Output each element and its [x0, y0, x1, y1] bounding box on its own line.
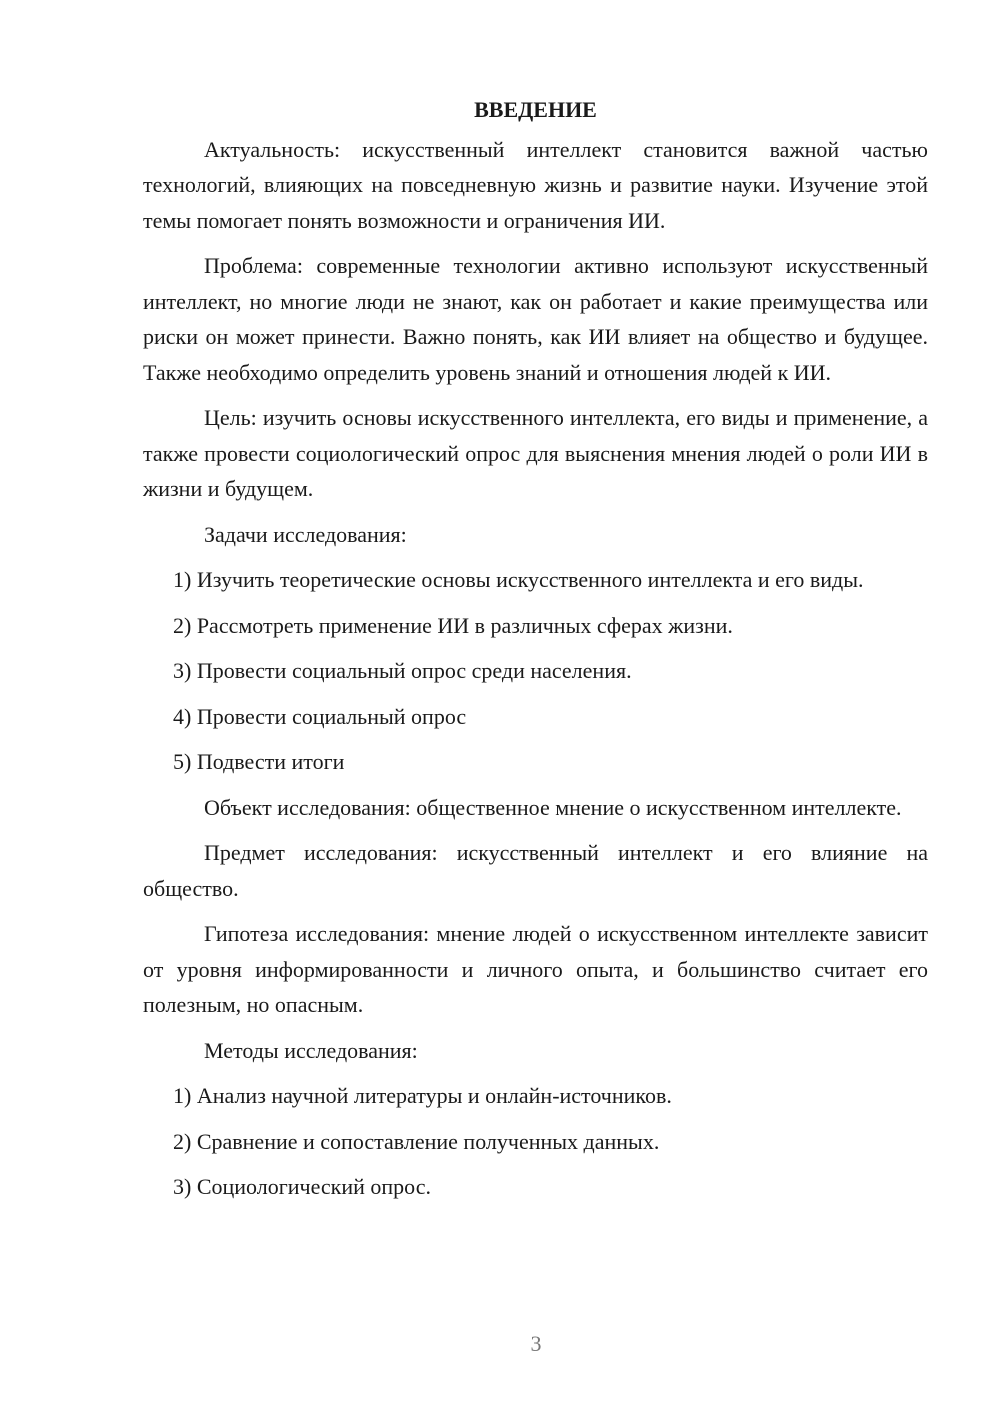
- task-item-4: 4) Провести социальный опрос: [173, 703, 467, 729]
- method-item-1: 1) Анализ научной литературы и онлайн-источников.: [173, 1083, 672, 1108]
- task-item-3: 3) Провести социальный опрос среди населения.: [173, 658, 632, 683]
- problem-paragraph: Проблема: современные технологии активно используют искусственный интеллект, но многие люди не знают, как он работает и какие преимущества или риски он может принести. Важно понять, как ИИ влияет на общество и будущее. Также необходимо определить уровень знаний и отношения людей к ИИ.: [143, 253, 928, 385]
- task-item-1: 1) Изучить теоретические основы искусственного интеллекта и его виды.: [173, 567, 864, 592]
- page-number: 3: [530, 1331, 542, 1356]
- methods-title: Методы исследования:: [204, 1037, 418, 1063]
- relevance-paragraph: Актуальность: искусственный интеллект становится важной частью технологий, влияющих на повседневную жизнь и развитие науки. Изучение этой темы помогает понять возможности и ограничения ИИ.: [143, 136, 928, 233]
- document-page: [143, 92, 928, 1215]
- method-item-3: 3) Социологический опрос.: [173, 1174, 431, 1199]
- hypothesis-paragraph: Гипотеза исследования: мнение людей о искусственном интеллекте зависит от уровня информированности и личного опыта, и большинство считает его полезным, но опасным.: [143, 921, 928, 1017]
- subject-paragraph: Предмет исследования: искусственный интеллект и его влияние на общество.: [143, 840, 928, 901]
- tasks-title: Задачи исследования:: [204, 521, 407, 547]
- section-heading: ВВЕДЕНИЕ: [474, 97, 597, 122]
- task-item-2: 2) Рассмотреть применение ИИ в различных сферах жизни.: [173, 612, 733, 638]
- goal-paragraph: Цель: изучить основы искусственного интеллекта, его виды и применение, а также провести социологический опрос для выяснения мнения людей о роли ИИ в жизни и будущем.: [143, 405, 928, 501]
- task-item-5: 5) Подвести итоги: [173, 749, 345, 774]
- object-paragraph: Объект исследования: общественное мнение о искусственном интеллекте.: [204, 794, 902, 820]
- method-item-2: 2) Сравнение и сопоставление полученных данных.: [173, 1128, 660, 1154]
